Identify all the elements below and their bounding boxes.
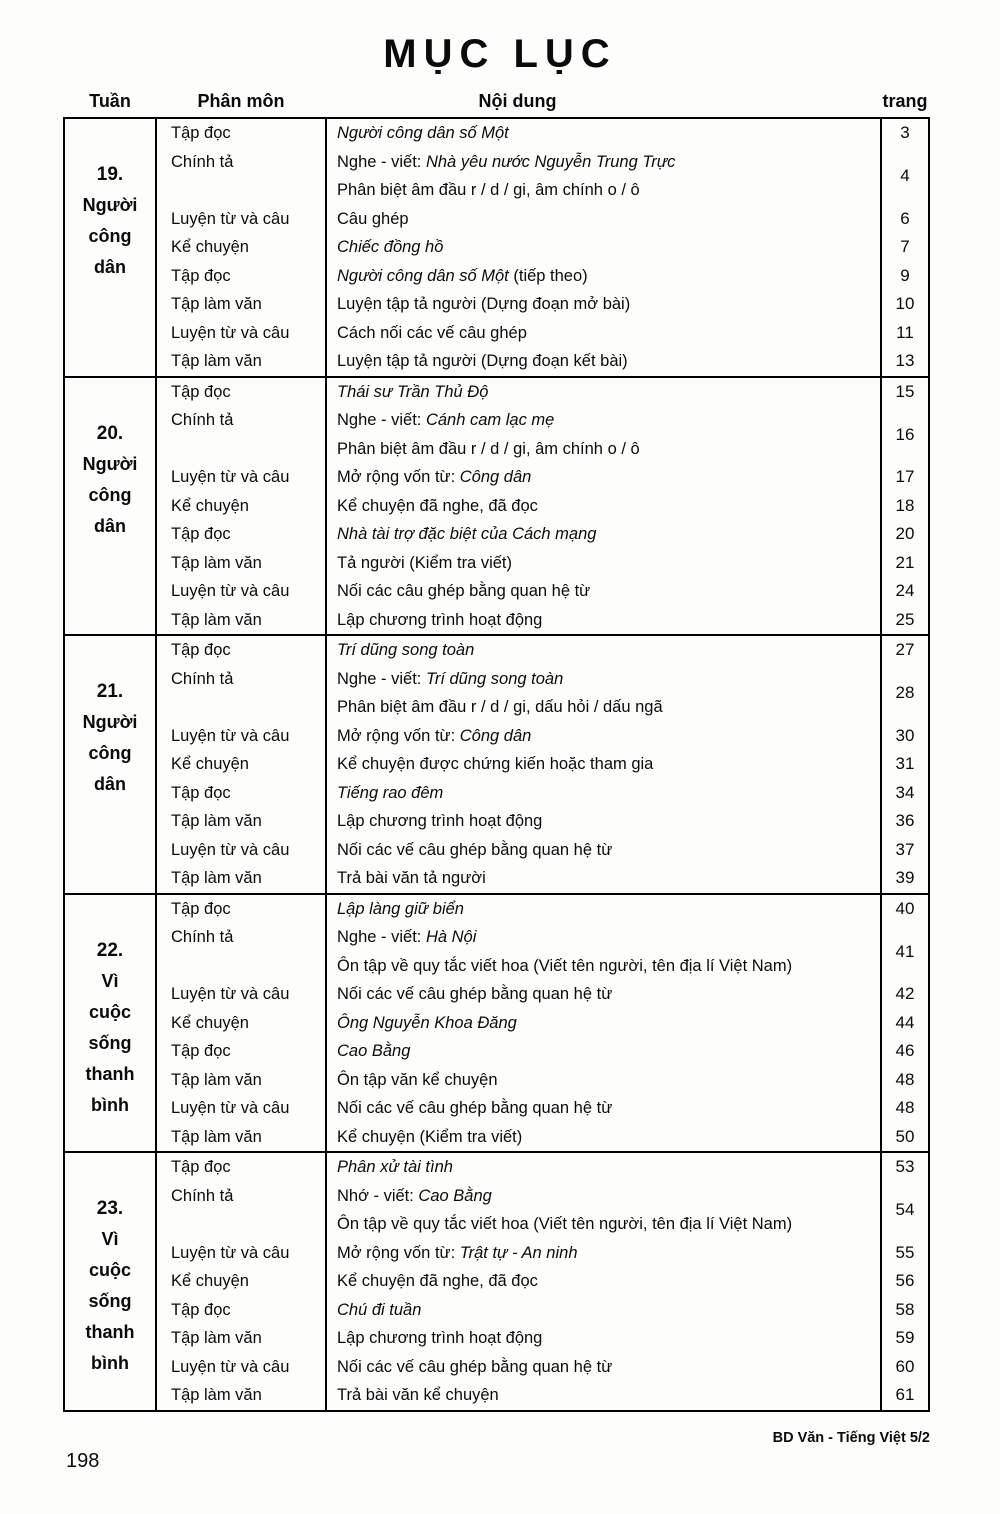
content-line: Ôn tập về quy tắc viết hoa (Viết tên người, tên địa lí Việt Nam) (337, 1215, 793, 1233)
week-label (65, 119, 157, 376)
content-cell (325, 779, 880, 808)
toc-row (157, 923, 928, 980)
page-cell: 11 (880, 319, 928, 348)
content-line: Cao Bằng (337, 1042, 411, 1060)
page-cell: 7 (880, 233, 928, 262)
content-cell (325, 406, 880, 463)
content-cell (325, 492, 880, 521)
content-line: Nhà tài trợ đặc biệt của Cách mạng (337, 525, 597, 543)
content-line: Người công dân số Một (337, 124, 509, 142)
week-word: sống (88, 1291, 132, 1311)
week-word: bình (91, 1353, 129, 1373)
subject-cell: Chính tả (171, 1186, 234, 1205)
content-cell (325, 636, 880, 665)
content-cell (325, 1182, 880, 1239)
toc-row (157, 779, 928, 808)
subject-cell: Chính tả (171, 928, 234, 946)
page-title: MỤC LỤC (383, 32, 617, 76)
subject-cell: Luyện từ và câu (171, 1243, 290, 1262)
content-line: Nối các câu ghép bằng quan hệ từ (337, 582, 591, 600)
content-cell (325, 148, 880, 205)
content-line: Câu ghép (337, 209, 409, 228)
page-cell: 37 (880, 836, 928, 865)
section-rows (157, 1153, 928, 1410)
page-cell: 4 (880, 148, 928, 205)
toc-row (157, 119, 928, 148)
content-line: Kể chuyện (Kiểm tra viết) (337, 1127, 523, 1146)
content-cell (325, 319, 880, 348)
content-line: Kể chuyện đã nghe, đã đọc (337, 1272, 538, 1290)
subject-cell: Tập làm văn (171, 1386, 262, 1404)
page-cell: 44 (880, 1009, 928, 1038)
content-line: Lập chương trình hoạt động (337, 1329, 543, 1347)
subject-cell: Kể chuyện (171, 1272, 249, 1290)
subject-cell: Tập đọc (171, 1042, 231, 1060)
subject-cell: Tập làm văn (171, 1127, 262, 1146)
week-word: công (88, 484, 132, 505)
toc-row (157, 1267, 928, 1296)
week-label (65, 895, 157, 1152)
week-word: công (88, 226, 132, 246)
week-word: Vì (101, 970, 119, 991)
toc-row (157, 290, 928, 319)
subject-cell: Luyện từ và câu (171, 1099, 290, 1117)
subject-cell: Tập đọc (171, 266, 231, 285)
content-line: Ôn tập về quy tắc viết hoa (Viết tên người, tên địa lí Việt Nam) (337, 956, 793, 975)
content-line: Nối các vế câu ghép bằng quan hệ từ (337, 1357, 613, 1376)
week-word: dân (93, 515, 126, 536)
content-line: Nghe - viết: Trí dũng song toàn (337, 669, 564, 688)
content-line: Mở rộng vốn từ: Công dân (337, 726, 532, 745)
page-cell: 24 (880, 577, 928, 606)
content-cell (325, 665, 880, 722)
content-cell (325, 520, 880, 549)
week-word: Vì (101, 1229, 119, 1249)
content-line: Chú đi tuần (337, 1300, 422, 1319)
subject-cell: Luyện từ và câu (171, 468, 290, 486)
subject-cell: Chính tả (171, 411, 234, 429)
toc-row (157, 1381, 928, 1410)
week-label (65, 378, 157, 635)
col-header-subject: Phân môn (197, 91, 285, 111)
page-cell: 34 (880, 779, 928, 808)
section-rows (157, 895, 928, 1152)
content-line: Phân biệt âm đầu r / d / gi, âm chính o / ô (337, 439, 640, 458)
subject-cell: Luyện từ và câu (171, 840, 290, 859)
content-line: Người công dân số Một (tiếp theo) (337, 266, 588, 285)
toc-section (65, 1151, 928, 1410)
content-line: Trí dũng song toàn (337, 641, 475, 659)
content-cell (325, 895, 880, 924)
toc-row (157, 378, 928, 407)
section-rows (157, 378, 928, 635)
toc-row (157, 980, 928, 1009)
toc-row (157, 549, 928, 578)
subject-cell: Luyện từ và câu (171, 323, 290, 342)
page-cell: 36 (880, 807, 928, 836)
week-word: cuộc (88, 1001, 131, 1022)
content-cell (325, 1381, 880, 1410)
page-cell: 42 (880, 980, 928, 1009)
page-cell: 58 (880, 1296, 928, 1325)
toc-row (157, 606, 928, 635)
toc-row (157, 463, 928, 492)
toc-row (157, 205, 928, 234)
content-cell (325, 750, 880, 779)
content-line: Luyện tập tả người (Dựng đoạn mở bài) (337, 295, 631, 313)
content-line: Lập làng giữ biển (337, 899, 464, 918)
toc-row (157, 836, 928, 865)
content-cell (325, 262, 880, 291)
subject-cell: Kể chuyện (171, 1013, 249, 1032)
col-header-page: trang (882, 91, 928, 111)
content-line: Nối các vế câu ghép bằng quan hệ từ (337, 1099, 613, 1117)
toc-row (157, 148, 928, 205)
page-cell: 31 (880, 750, 928, 779)
subject-cell: Kể chuyện (171, 755, 249, 773)
page-cell: 55 (880, 1239, 928, 1268)
subject-cell: Chính tả (171, 152, 234, 171)
week-word: bình (91, 1094, 129, 1115)
content-cell (325, 606, 880, 635)
toc-row (157, 1094, 928, 1123)
subject-cell: Kể chuyện (171, 238, 249, 256)
page-cell: 17 (880, 463, 928, 492)
content-line: Mở rộng vốn từ: Trật tự - An ninh (337, 1243, 578, 1262)
toc-row (157, 319, 928, 348)
subject-cell: Tập làm văn (171, 1329, 262, 1347)
content-cell (325, 549, 880, 578)
week-number: 23. (96, 1198, 124, 1219)
subject-cell: Luyện từ và câu (171, 582, 290, 600)
content-line: Tiếng rao đêm (337, 783, 444, 802)
toc-row (157, 636, 928, 665)
content-cell (325, 1353, 880, 1382)
week-word: công (88, 743, 132, 763)
subject-cell: Tập đọc (171, 1300, 231, 1319)
content-cell (325, 1066, 880, 1095)
content-line: Cách nối các vế câu ghép (337, 323, 527, 342)
toc-row (157, 1296, 928, 1325)
subject-cell: Tập đọc (171, 641, 231, 659)
col-header-content: Nội dung (478, 91, 557, 111)
week-word: Người (82, 195, 138, 215)
page-cell: 13 (880, 347, 928, 376)
page-cell: 6 (880, 205, 928, 234)
week-word: sống (88, 1032, 132, 1053)
content-cell (325, 1239, 880, 1268)
content-line: Ông Nguyễn Khoa Đăng (337, 1013, 517, 1032)
page-cell: 40 (880, 895, 928, 924)
toc-row (157, 1324, 928, 1353)
content-line: Mở rộng vốn từ: Công dân (337, 468, 532, 486)
content-cell (325, 836, 880, 865)
week-label (65, 636, 157, 893)
page-cell: 61 (880, 1381, 928, 1410)
week-word: thanh (85, 1063, 135, 1084)
content-cell (325, 233, 880, 262)
content-line: Lập chương trình hoạt động (337, 812, 543, 830)
page-cell: 16 (880, 406, 928, 463)
content-line: Thái sư Trần Thủ Độ (337, 382, 489, 401)
week-number: 22. (96, 939, 124, 961)
content-line: Nghe - viết: Nhà yêu nước Nguyễn Trung Trực (337, 152, 676, 171)
toc-row (157, 750, 928, 779)
content-line: Nghe - viết: Hà Nội (337, 928, 477, 946)
subject-cell: Luyện từ và câu (171, 726, 290, 745)
week-label (65, 1153, 157, 1410)
toc-row (157, 864, 928, 893)
subject-cell: Tập làm văn (171, 295, 262, 313)
content-cell (325, 119, 880, 148)
subject-cell: Luyện từ và câu (171, 1357, 290, 1376)
content-cell (325, 463, 880, 492)
content-line: Phân biệt âm đầu r / d / gi, dấu hỏi / dấu ngã (337, 698, 663, 716)
content-line: Kể chuyện đã nghe, đã đọc (337, 496, 538, 515)
content-line: Phân biệt âm đầu r / d / gi, âm chính o / ô (337, 181, 640, 199)
footer-book-title: BD Văn - Tiếng Việt 5/2 (772, 1430, 930, 1446)
content-line: Luyện tập tả người (Dựng đoạn kết bài) (337, 352, 628, 370)
subject-cell: Tập đọc (171, 124, 231, 142)
page-cell: 15 (880, 378, 928, 407)
content-cell (325, 1009, 880, 1038)
subject-cell: Tập đọc (171, 783, 231, 802)
toc-section (65, 634, 928, 893)
subject-cell: Tập làm văn (171, 553, 262, 572)
subject-cell: Tập làm văn (171, 869, 262, 887)
week-word: Người (82, 712, 138, 732)
toc-row (157, 722, 928, 751)
toc-row (157, 665, 928, 722)
section-rows (157, 119, 928, 376)
page-cell: 21 (880, 549, 928, 578)
page-cell: 28 (880, 665, 928, 722)
page-cell: 53 (880, 1153, 928, 1182)
subject-cell: Tập làm văn (171, 812, 262, 830)
subject-cell: Tập đọc (171, 899, 231, 918)
content-cell (325, 1153, 880, 1182)
page-cell: 25 (880, 606, 928, 635)
week-word: dân (93, 257, 126, 277)
subject-cell: Tập làm văn (171, 1070, 262, 1089)
content-cell (325, 347, 880, 376)
page-cell: 27 (880, 636, 928, 665)
toc-row (157, 1182, 928, 1239)
page-cell: 9 (880, 262, 928, 291)
week-number: 20. (96, 422, 124, 444)
subject-cell: Tập làm văn (171, 352, 262, 370)
toc-row (157, 1239, 928, 1268)
toc-row (157, 1037, 928, 1066)
content-cell (325, 378, 880, 407)
toc-row (157, 262, 928, 291)
content-line: Kể chuyện được chứng kiến hoặc tham gia (337, 755, 654, 773)
week-number: 19. (96, 164, 124, 185)
toc-row (157, 492, 928, 521)
content-cell (325, 1037, 880, 1066)
toc-row (157, 1153, 928, 1182)
subject-cell: Luyện từ và câu (171, 985, 290, 1003)
page-cell: 48 (880, 1094, 928, 1123)
content-line: Ôn tập văn kể chuyện (337, 1070, 498, 1089)
toc-section (65, 376, 928, 635)
subject-cell: Tập làm văn (171, 610, 262, 629)
week-word: thanh (85, 1322, 135, 1342)
content-cell (325, 864, 880, 893)
content-cell (325, 1123, 880, 1152)
toc-table (63, 117, 930, 1412)
content-line: Tả người (Kiểm tra viết) (337, 553, 512, 572)
subject-cell: Tập đọc (171, 525, 231, 543)
page-cell: 48 (880, 1066, 928, 1095)
content-cell (325, 923, 880, 980)
subject-cell: Kể chuyện (171, 496, 249, 515)
toc-row (157, 577, 928, 606)
page-cell: 41 (880, 923, 928, 980)
page-cell: 3 (880, 119, 928, 148)
page-cell: 39 (880, 864, 928, 893)
content-line: Trả bài văn kể chuyện (337, 1386, 499, 1404)
content-cell (325, 577, 880, 606)
content-line: Lập chương trình hoạt động (337, 610, 543, 629)
page-cell: 30 (880, 722, 928, 751)
subject-cell: Tập đọc (171, 382, 231, 401)
toc-row (157, 406, 928, 463)
column-headers (63, 91, 930, 112)
toc-section (65, 119, 928, 376)
toc-section (65, 893, 928, 1152)
content-cell (325, 1267, 880, 1296)
toc-row (157, 520, 928, 549)
content-line: Trả bài văn tả người (337, 869, 486, 887)
subject-cell: Luyện từ và câu (171, 209, 290, 228)
toc-row (157, 1353, 928, 1382)
content-line: Chiếc đồng hồ (337, 238, 444, 256)
content-cell (325, 807, 880, 836)
toc-row (157, 895, 928, 924)
content-cell (325, 290, 880, 319)
week-word: cuộc (88, 1260, 131, 1280)
section-rows (157, 636, 928, 893)
content-cell (325, 1324, 880, 1353)
col-header-week: Tuần (89, 91, 131, 111)
content-line: Nhớ - viết: Cao Bằng (337, 1186, 492, 1205)
toc-row (157, 347, 928, 376)
toc-row (157, 1123, 928, 1152)
page-cell: 60 (880, 1353, 928, 1382)
content-line: Nối các vế câu ghép bằng quan hệ từ (337, 985, 613, 1003)
page-cell: 56 (880, 1267, 928, 1296)
subject-cell: Chính tả (171, 669, 234, 688)
content-line: Nối các vế câu ghép bằng quan hệ từ (337, 840, 613, 859)
content-cell (325, 205, 880, 234)
toc-row (157, 233, 928, 262)
page-cell: 46 (880, 1037, 928, 1066)
content-line: Nghe - viết: Cánh cam lạc mẹ (337, 411, 555, 429)
toc-row (157, 1066, 928, 1095)
page-cell: 18 (880, 492, 928, 521)
footer-page-number: 198 (66, 1450, 100, 1472)
page-cell: 59 (880, 1324, 928, 1353)
subject-cell: Tập đọc (171, 1158, 231, 1176)
content-cell (325, 980, 880, 1009)
week-word: dân (93, 774, 126, 794)
page-cell: 54 (880, 1182, 928, 1239)
content-cell (325, 722, 880, 751)
week-number: 21. (96, 681, 124, 702)
page-cell: 50 (880, 1123, 928, 1152)
week-word: Người (82, 453, 138, 474)
toc-row (157, 807, 928, 836)
content-cell (325, 1296, 880, 1325)
page-cell: 10 (880, 290, 928, 319)
toc-row (157, 1009, 928, 1038)
page-cell: 20 (880, 520, 928, 549)
content-cell (325, 1094, 880, 1123)
content-line: Phân xử tài tình (337, 1158, 453, 1176)
